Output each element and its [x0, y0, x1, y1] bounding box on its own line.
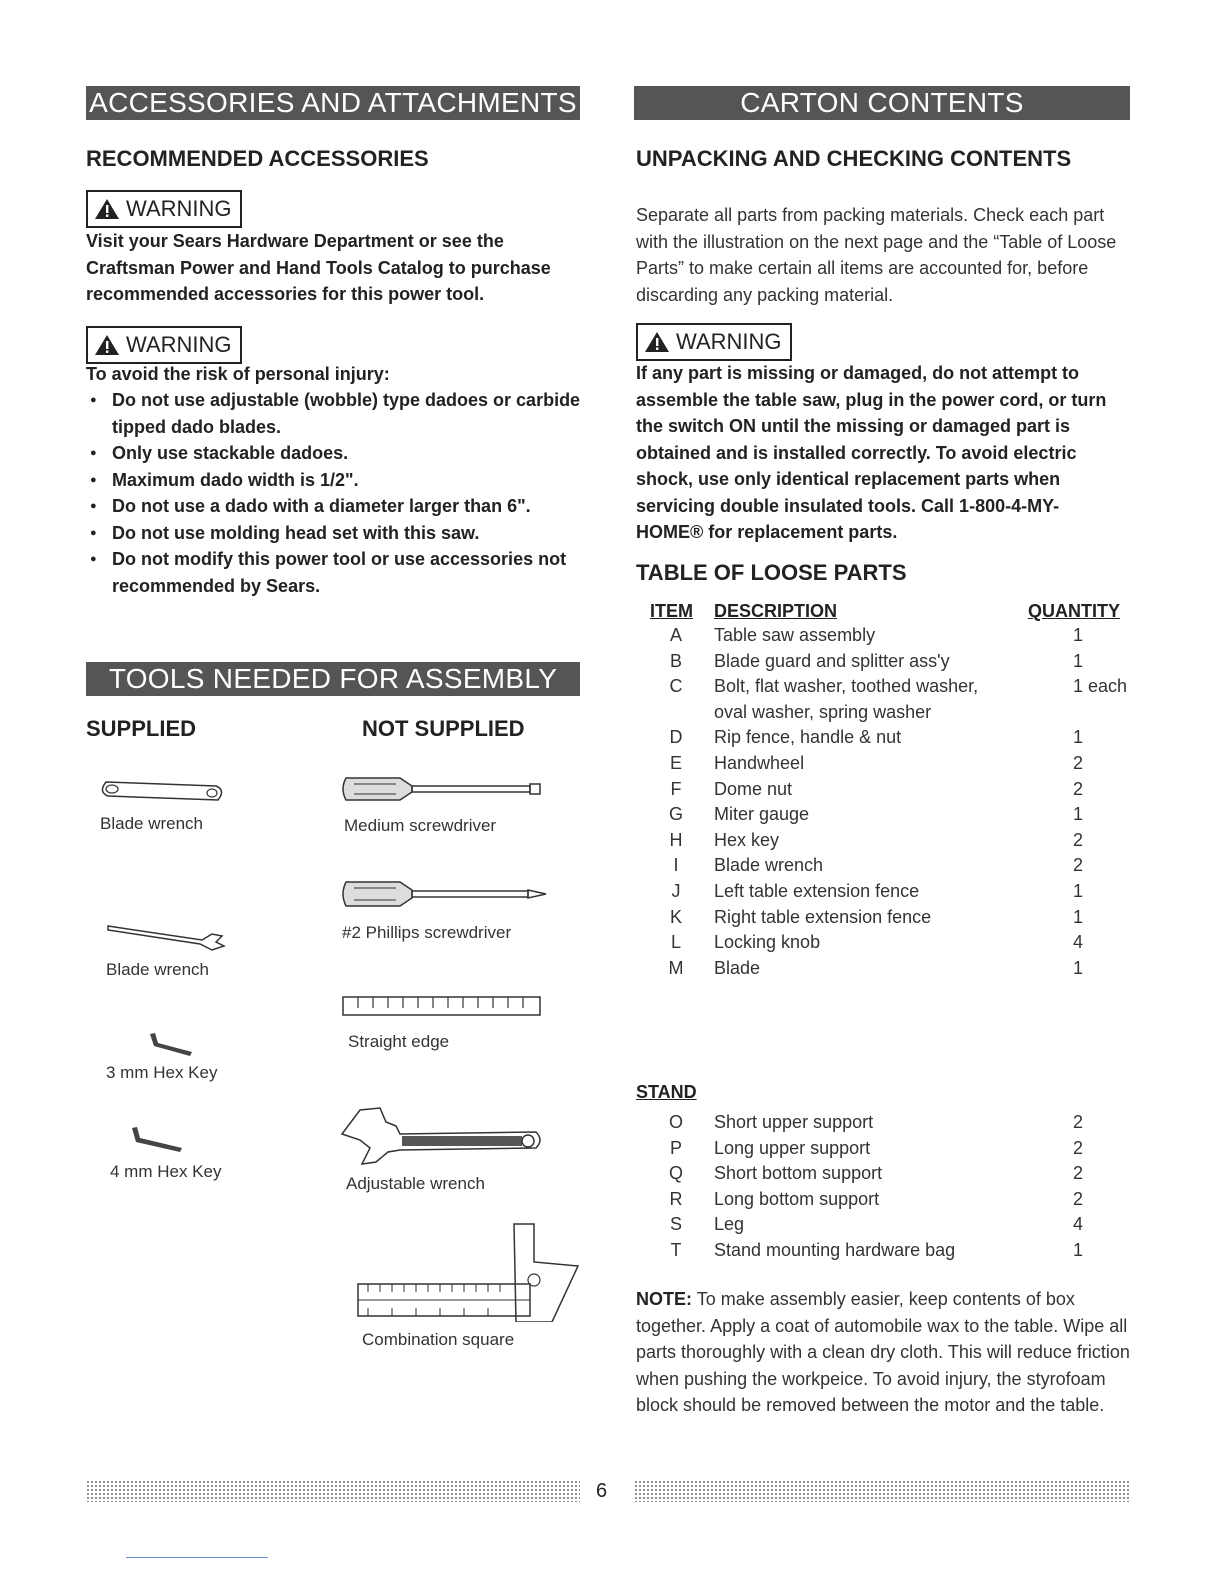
- page-number: 6: [596, 1480, 608, 1502]
- note-paragraph: [636, 1286, 1130, 1419]
- footer-rule-right: [634, 1480, 1130, 1502]
- table-row: [636, 651, 1136, 677]
- unpacking-text: Separate all parts from packing materials. Check each part with the illustration on the next page and the “Table of Loose Parts” to make certain all items are accounted for, before discarding any packing material.: [636, 205, 1117, 305]
- warning-triangle-icon: [94, 334, 120, 356]
- bottom-rule: [126, 1557, 268, 1558]
- item-letter: K: [669, 906, 682, 927]
- warning-triangle-icon: [644, 331, 670, 353]
- blade-wrench-icon: [98, 776, 228, 806]
- item-quantity: 2: [1073, 855, 1084, 876]
- screwdriver-icon: [340, 772, 544, 806]
- item-letter: L: [670, 932, 681, 953]
- table-row: [636, 958, 1136, 984]
- item-letter: E: [669, 753, 682, 773]
- item-letter: F: [670, 778, 682, 799]
- table-row: [636, 1214, 1136, 1240]
- item-quantity: 2: [1073, 778, 1084, 799]
- caption-adjustable-wrench: Adjustable wrench: [346, 1174, 485, 1193]
- phillips-screwdriver-icon: [340, 876, 552, 912]
- list-item: ● Do not modify this power tool or use accessories not recommended by Sears.: [86, 546, 586, 599]
- table-row: [636, 932, 1136, 958]
- item-quantity: 1: [1073, 625, 1084, 645]
- item-letter: I: [673, 855, 679, 876]
- item-quantity: 1: [1073, 1240, 1084, 1260]
- col-quantity-header: QUANTITY: [1028, 601, 1120, 621]
- warning-1-text: Visit your Sears Hardware Department or see the Craftsman Power and Hand Tools Catalog to purchase recommended accessories for this power tool.: [86, 231, 551, 304]
- tools-banner: TOOLS NEEDED FOR ASSEMBLY: [86, 662, 580, 696]
- item-description: Locking knob: [714, 932, 821, 953]
- item-letter: C: [669, 676, 683, 697]
- warning-label-text: WARNING: [126, 196, 232, 221]
- item-description: Leg: [714, 1214, 745, 1235]
- item-letter: P: [669, 1137, 682, 1158]
- hex-key-icon: [146, 1030, 206, 1060]
- list-item: ● Do not use a dado with a diameter larger than 6".: [86, 493, 586, 520]
- warning-label-text: WARNING: [126, 332, 232, 357]
- table-row: [636, 1112, 1136, 1138]
- item-quantity: 1: [1073, 650, 1084, 671]
- caption-blade-wrench-2: Blade wrench: [106, 960, 210, 979]
- item-description: Blade wrench: [714, 855, 824, 876]
- item-description: Left table extension fence: [714, 881, 920, 901]
- item-quantity: 1: [1073, 881, 1084, 901]
- caption-straight-edge: Straight edge: [348, 1032, 450, 1051]
- item-letter: M: [668, 957, 684, 978]
- item-quantity: 4: [1073, 932, 1084, 953]
- table-row: [636, 727, 1136, 753]
- item-description: Table saw assembly: [714, 625, 876, 645]
- item-quantity: 1: [1073, 957, 1084, 978]
- item-letter: J: [671, 881, 681, 901]
- caption-combination-square: Combination square: [362, 1330, 515, 1349]
- item-letter: H: [669, 829, 683, 850]
- unpacking-heading: UNPACKING AND CHECKING CONTENTS: [636, 146, 1072, 171]
- warning-label-text: WARNING: [676, 329, 782, 354]
- caption-phillips-screwdriver: #2 Phillips screwdriver: [342, 923, 512, 942]
- item-description: Blade: [714, 957, 761, 978]
- list-item: ● Do not use adjustable (wobble) type dadoes or carbide tipped dado blades.: [86, 387, 586, 440]
- item-description: Miter gauge: [714, 804, 810, 825]
- supplied-heading: SUPPLIED: [86, 716, 197, 741]
- item-quantity: 2: [1073, 753, 1084, 773]
- footer-rule-left: [86, 1480, 580, 1502]
- carton-warning-text: If any part is missing or damaged, do not attempt to assemble the table saw, plug in the power cord, or turn the switch ON until the missing or damaged part is obtained and is installed correctly. To avoid electric shock, use only identical replacement parts when servicing double insulated tools. Call 1-800-4-MY-HOME® for replacement parts.: [636, 363, 1107, 542]
- item-letter: B: [669, 650, 682, 671]
- item-letter: A: [669, 625, 682, 645]
- table-row: [636, 1240, 1136, 1266]
- table-row: [636, 625, 1136, 651]
- col-item-header: ITEM: [650, 601, 693, 621]
- item-description: Short upper support: [714, 1112, 874, 1132]
- item-quantity: 2: [1073, 1112, 1084, 1132]
- item-description: Dome nut: [714, 778, 793, 799]
- note-label: NOTE:: [636, 1289, 692, 1309]
- table-row: [636, 1138, 1136, 1164]
- item-letter: G: [668, 804, 683, 825]
- warning-label-1: [86, 190, 242, 228]
- warning-label-3: [636, 323, 792, 361]
- item-quantity: 2: [1073, 1163, 1084, 1184]
- item-letter: O: [668, 1112, 683, 1132]
- item-letter: R: [669, 1188, 683, 1209]
- item-description: Right table extension fence: [714, 906, 932, 927]
- item-letter: T: [670, 1240, 682, 1260]
- item-description: Hex key: [714, 829, 780, 850]
- item-description: oval washer, spring washer: [714, 701, 932, 722]
- caption-4mm-hex-key: 4 mm Hex Key: [110, 1162, 222, 1181]
- adjustable-wrench-icon: [340, 1104, 546, 1166]
- list-item: ● Only use stackable dadoes.: [86, 440, 586, 467]
- accessories-banner: ACCESSORIES AND ATTACHMENTS: [86, 86, 580, 120]
- item-quantity: 1 each: [1073, 676, 1128, 697]
- item-description: Handwheel: [714, 753, 805, 773]
- hex-key-icon: [128, 1124, 192, 1156]
- table-row: [636, 830, 1136, 856]
- table-row: [636, 702, 1136, 728]
- recommended-accessories-heading: RECOMMENDED ACCESSORIES: [86, 146, 429, 171]
- caption-3mm-hex-key: 3 mm Hex Key: [106, 1063, 218, 1082]
- warning-2-bullets: [86, 387, 586, 599]
- col-description-header: DESCRIPTION: [714, 601, 838, 621]
- item-description: Short bottom support: [714, 1163, 883, 1184]
- table-row: [636, 804, 1136, 830]
- item-description: Long upper support: [714, 1137, 871, 1158]
- item-description: Stand mounting hardware bag: [714, 1240, 956, 1260]
- combination-square-icon: [356, 1222, 582, 1322]
- warning-2-intro: To avoid the risk of personal injury:: [86, 364, 390, 384]
- list-item: ● Maximum dado width is 1/2".: [86, 467, 586, 494]
- item-quantity: 2: [1073, 1137, 1084, 1158]
- table-row: [636, 855, 1136, 881]
- not-supplied-heading: NOT SUPPLIED: [362, 716, 525, 741]
- item-quantity: 1: [1073, 804, 1084, 825]
- note-text: To make assembly easier, keep contents of box together. Apply a coat of automobile wax to the table. Wipe all parts thoroughly with a clean dry cloth. This will reduce friction when pushing the workpeice. To avoid injury, the styrofoam block should be removed between the motor and the table.: [636, 1289, 1130, 1415]
- item-quantity: 2: [1073, 829, 1084, 850]
- table-row: [636, 907, 1136, 933]
- straight-edge-icon: [342, 996, 542, 1018]
- warning-label-2: [86, 326, 242, 364]
- item-quantity: 1: [1073, 906, 1084, 927]
- item-description: Rip fence, handle & nut: [714, 727, 902, 748]
- item-letter: Q: [668, 1163, 683, 1184]
- warning-triangle-icon: [94, 198, 120, 220]
- table-row: [636, 753, 1136, 779]
- table-row: [636, 1163, 1136, 1189]
- stand-heading: STAND: [636, 1082, 697, 1102]
- item-letter: S: [669, 1214, 682, 1235]
- item-letter: D: [669, 727, 683, 748]
- table-row: [636, 881, 1136, 907]
- item-quantity: 1: [1073, 727, 1084, 748]
- blade-wrench-icon: [104, 920, 234, 952]
- table-row: [636, 676, 1136, 702]
- caption-blade-wrench: Blade wrench: [100, 814, 204, 833]
- loose-parts-heading: TABLE OF LOOSE PARTS: [636, 560, 907, 585]
- item-description: Blade guard and splitter ass'y: [714, 650, 950, 671]
- table-row: [636, 1189, 1136, 1215]
- carton-contents-banner: CARTON CONTENTS: [634, 86, 1130, 120]
- caption-medium-screwdriver: Medium screwdriver: [344, 816, 497, 835]
- table-row: [636, 779, 1136, 805]
- item-quantity: 4: [1073, 1214, 1084, 1235]
- item-quantity: 2: [1073, 1188, 1084, 1209]
- item-description: Bolt, flat washer, toothed washer,: [714, 676, 979, 697]
- list-item: ● Do not use molding head set with this saw.: [86, 520, 586, 547]
- item-description: Long bottom support: [714, 1188, 880, 1209]
